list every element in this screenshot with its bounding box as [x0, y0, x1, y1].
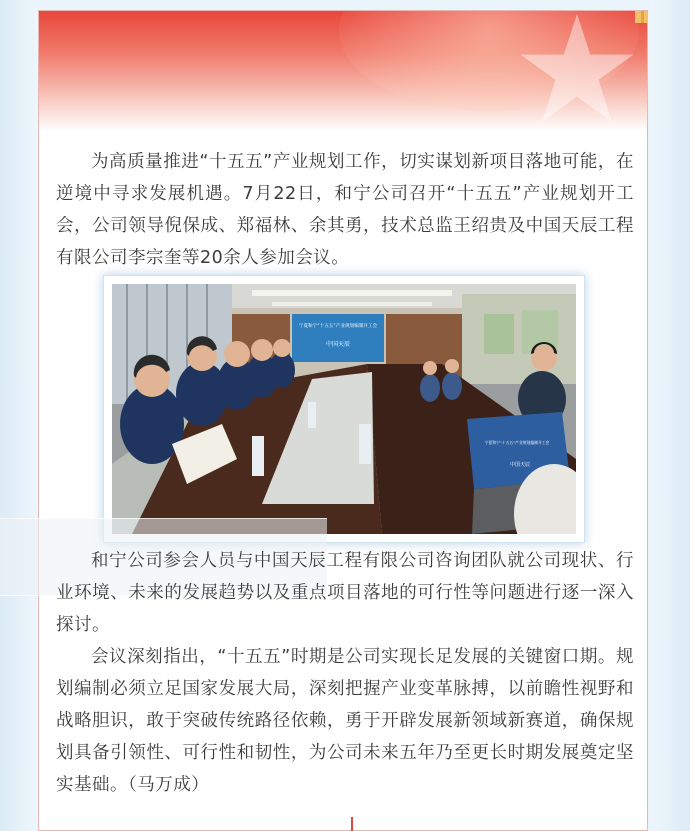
laptop-screen-logo: 中国天辰: [509, 462, 531, 468]
meeting-photo-illustration: [112, 284, 576, 534]
page-background-left: [0, 0, 38, 831]
screen-title: 宁夏和宁“十五五”产业规划编制开工会: [298, 324, 378, 329]
photo-caption: 和宁公司参会人员与中国天辰工程有限公司咨询团队就公司现状、行业环境、未来的发展趋势以及重点项目落地的可行性等问题进行逐一深入探讨。: [56, 551, 634, 635]
meeting-photo-frame: [103, 275, 585, 543]
paragraph-intro: 为高质量推进“十五五”产业规划工作，切实谋划新项目落地可能，在逆境中寻求发展机遇。7月22日，和宁公司召开“十五五”产业规划开工会，公司领导倪保成、郑福林、余其勇，技术总监王绍贵及中国天辰工程有限公司李宗奎等20余人参加会议。: [56, 152, 634, 268]
laptop-screen-title: 宁夏和宁“十五五”产业规划编制开工会: [484, 440, 550, 445]
page-background-right: [650, 0, 690, 831]
screen-logo: 中国天辰: [325, 341, 351, 348]
paragraph-conclusion: 会议深刻指出，“十五五”时期是公司实现长足发展的关键窗口期。规划编制必须立足国家发展大局，深刻把握产业变革脉搏，以前瞻性视野和战略胆识，敢于突破传统路径依赖，勇于开辟发展新领域新赛道，确保规划具备引领性、可行性和韧性，为公司未来五年乃至更长时期发展奠定坚实基础。（马万成）: [56, 647, 634, 795]
gold-ribbon-icon: [635, 11, 647, 23]
meeting-photo: [112, 284, 576, 534]
bottom-divider-mark: [351, 817, 353, 831]
star-icon: [517, 11, 637, 129]
header-banner: [39, 11, 647, 131]
